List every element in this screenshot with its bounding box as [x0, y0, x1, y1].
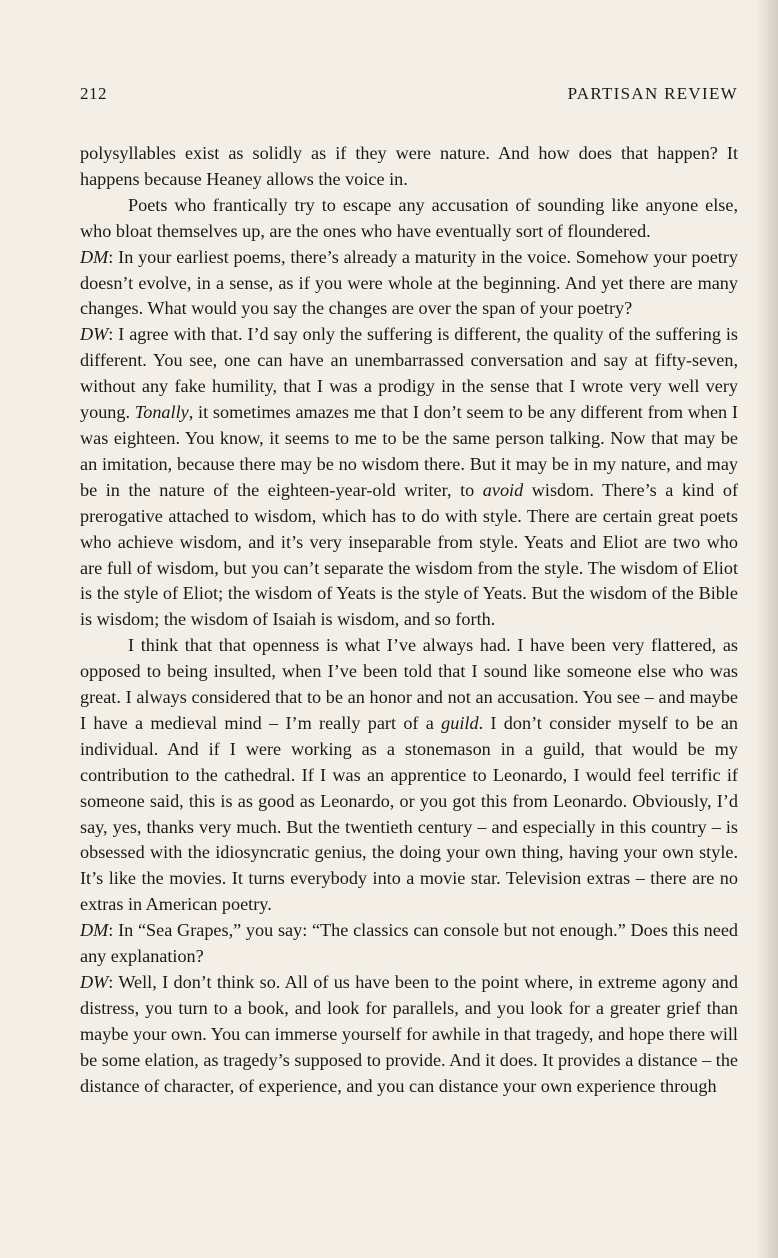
answer-text: , it sometimes amazes me that I don’t seem to be any different from when I was eighteen. You know, it seems to me to be the same person talking. Now that may be an imitation, because there may be no wisdom there. But it may be in my nature, and may be in the nature of the eighteen-year-old writer, to	[80, 402, 738, 500]
body-text	[80, 141, 738, 1100]
answer-text: wisdom. There’s a kind of prerogative attached to wisdom, which has to do with style. There are certain great poets who achieve wisdom, and it’s very inseparable from style. Yeats and Eliot are two who are full of wisdom, but you can’t separate the wisdom from the style. The wisdom of Eliot is the style of Eliot; the wisdom of Yeats is the style of Yeats. But the wisdom of the Bible is wisdom; the wisdom of Isaiah is wisdom, and so forth.	[80, 479, 738, 630]
speaker-label: DM	[80, 920, 109, 941]
paragraph-poets: Poets who frantically try to escape any accusation of sounding like anyone else, who bloat themselves up, are the ones who have eventually sort of floundered.	[80, 194, 738, 241]
question-text: : In your earliest poems, there’s already a maturity in the voice. Somehow your poetry doesn’t evolve, in a sense, as if you were whole at the beginning. And yet there are many changes. What would you say the changes are over the span of your poetry?	[80, 246, 738, 319]
speaker-label: DW	[80, 324, 109, 345]
paragraph-continuation: polysyllables exist as solidly as if they were nature. And how does that happen? It happens because Heaney allows the voice in.	[80, 143, 738, 189]
answer-1	[80, 322, 738, 633]
running-header	[80, 84, 738, 108]
question-2	[80, 918, 738, 970]
question-text: : In “Sea Grapes,” you say: “The classics can console but not enough.” Does this need any explanation?	[80, 920, 738, 967]
emphasis-avoid: avoid	[482, 479, 524, 500]
page-number: 212	[80, 84, 107, 103]
answer-2	[80, 970, 738, 1100]
paragraph-openness	[80, 633, 738, 918]
page-edge-shadow	[756, 0, 778, 1258]
answer-text: : I agree with that. I’d say only the suffering is different, the quality of the suffering is different. You see, one can have an unembarrassed conversation and say at fifty-seven, without any fake humility, that I was a prodigy in the sense that I wrote very well very young.	[80, 324, 738, 423]
paragraph-text: I think that that openness is what I’ve always had. I have been very flattered, as opposed to being insulted, when I’ve been told that I sound like someone else who was great. I always considered that to be an honor and not an accusation. You see – and maybe I have a medieval mind – I’m really part of a	[80, 635, 738, 733]
paragraph-text: . I don’t consider myself to be an individual. And if I were working as a stonemason in a guild, that would be my contribution to the cathedral. If I was an apprentice to Leonardo, I would feel terrific if someone said, this is as good as Leonardo, or you got this from Leonardo. Obviously, I’d say, yes, thanks very much. But the twentieth century – and especially in this country – is obsessed with the idiosyncratic genius, the doing your own thing, having your own style. It’s like the movies. It turns everybody into a movie star. Television extras – there are no extras in American poetry.	[80, 712, 738, 915]
emphasis-guild: guild	[441, 712, 479, 733]
speaker-label: DM	[80, 246, 109, 267]
emphasis-tonally: Tonally	[134, 402, 189, 423]
speaker-label: DW	[80, 972, 109, 992]
answer-text: : Well, I don’t think so. All of us have been to the point where, in extreme agony and distress, you turn to a book, and look for parallels, and you look for a greater grief than maybe your own. You can immerse yourself for awhile in that tragedy, and hope there will be some elation, as tragedy’s supposed to provide. And it does. It provides a distance – the distance of character, of experience, and you can distance your own experience through	[80, 972, 738, 1096]
question-1	[80, 245, 738, 323]
journal-title: PARTISAN REVIEW	[567, 84, 738, 103]
